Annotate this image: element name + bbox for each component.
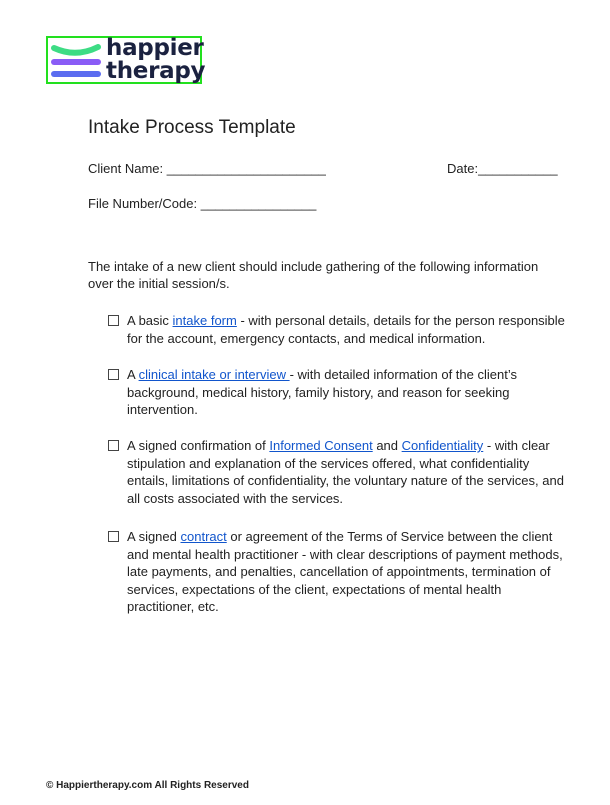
- item-text-pre: A signed: [127, 529, 181, 544]
- contract-link[interactable]: contract: [180, 529, 227, 544]
- checkbox[interactable]: [108, 440, 119, 451]
- checklist-item: [108, 437, 570, 507]
- checklist-item-text: [127, 437, 570, 507]
- file-number-field: File Number/Code: ________________: [88, 196, 317, 211]
- item-text-post: - with personal details, details for the person responsible for the account, emergency contacts, and medical information.: [127, 313, 565, 346]
- logo-waves-icon: [50, 42, 104, 82]
- checklist-item: [108, 528, 570, 616]
- checklist-item: [108, 312, 570, 347]
- item-text-pre: A: [127, 367, 139, 382]
- checklist-item-text: [127, 312, 570, 347]
- checkbox[interactable]: [108, 531, 119, 542]
- item-text-post: - with detailed information of the client’s background, medical history, family history, and reason for seeking intervention.: [127, 367, 517, 417]
- brand-line-2: therapy: [106, 58, 206, 84]
- checkbox[interactable]: [108, 369, 119, 380]
- intake-form-link[interactable]: intake form: [172, 313, 237, 328]
- confidentiality-link[interactable]: Confidentiality: [401, 438, 484, 453]
- item-text-pre: A basic: [127, 313, 173, 328]
- brand-name: [106, 37, 205, 83]
- copyright-footer: © Happiertherapy.com All Rights Reserved: [46, 780, 249, 791]
- checklist-item-text: [127, 366, 570, 419]
- informed-consent-link[interactable]: Informed Consent: [269, 438, 373, 453]
- checklist-item: [108, 366, 570, 419]
- item-text-pre: A signed confirmation of: [127, 438, 270, 453]
- clinical-intake-link[interactable]: clinical intake or interview: [138, 367, 290, 382]
- item-text-mid: and: [372, 438, 402, 453]
- checklist-item-text: [127, 528, 570, 616]
- intro-paragraph: The intake of a new client should include gathering of the following information over the initial session/s.: [88, 259, 539, 291]
- brand-logo[interactable]: [46, 35, 206, 84]
- checkbox[interactable]: [108, 315, 119, 326]
- page-title: Intake Process Template: [88, 117, 296, 138]
- item-text-post: or agreement of the Terms of Service between the client and mental health practitioner - with clear descriptions of payment methods, late payments, and penalties, cancellation of appointments, termination of services, expectations of the client, expectations of mental health practitioner, etc.: [127, 529, 563, 614]
- date-field: Date:___________: [447, 161, 558, 176]
- client-name-field: Client Name: ______________________: [88, 161, 326, 176]
- item-text-post: - with clear stipulation and explanation of the services offered, what confidentiality entails, limitations of confidentiality, the voluntary nature of the services, and all costs associated with the services.: [127, 438, 564, 506]
- brand-line-1: happier: [106, 35, 204, 61]
